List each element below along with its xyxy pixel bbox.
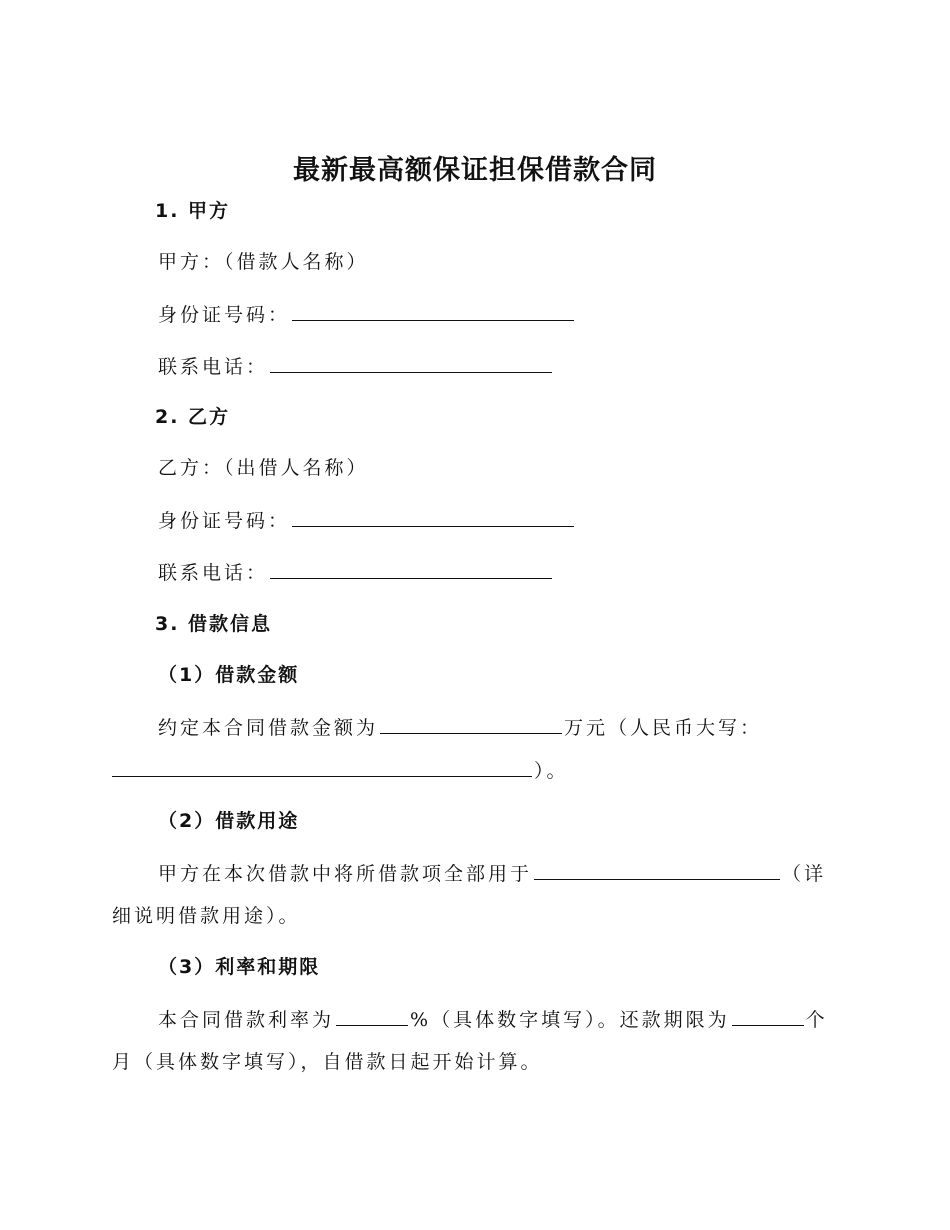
amount-blank[interactable] [380, 715, 562, 734]
rate-line-1 [158, 1007, 828, 1032]
purpose-blank[interactable] [534, 861, 780, 880]
purpose-text-before: 甲方在本次借款中将所借款项全部用于 [158, 863, 533, 885]
subheading-purpose: （2）借款用途 [158, 810, 300, 832]
party-a-id-blank[interactable] [292, 302, 574, 321]
amount-text-before: 约定本合同借款金额为 [158, 717, 379, 739]
purpose-text-after: （详 [782, 863, 827, 885]
amount-line-2 [112, 758, 569, 783]
party-b-phone-label: 联系电话： [158, 562, 269, 584]
amount-text-end: ）。 [534, 760, 569, 782]
purpose-line-1 [158, 861, 826, 886]
rate-line-2: 月（具体数字填写），自借款日起开始计算。 [112, 1051, 543, 1073]
subheading-rate-term: （3）利率和期限 [158, 956, 321, 978]
subheading-amount: （1）借款金额 [158, 664, 300, 686]
rate-text-mid: %（具体数字填写）。还款期限为 [410, 1009, 730, 1031]
section-heading-party-b: 2. 乙方 [155, 406, 231, 428]
party-a-phone-label: 联系电话： [158, 356, 269, 378]
party-a-phone-row [158, 354, 554, 379]
party-a-phone-blank[interactable] [270, 354, 552, 373]
party-b-id-row [158, 508, 576, 533]
party-b-phone-row [158, 560, 554, 585]
party-b-id-blank[interactable] [292, 508, 574, 527]
rate-text-after: 个 [805, 1009, 828, 1031]
document-title: 最新最高额保证担保借款合同 [293, 155, 657, 186]
party-b-name-line: 乙方：（出借人名称） [158, 457, 369, 479]
section-heading-party-a: 1. 甲方 [155, 200, 231, 222]
party-a-name-line: 甲方：（借款人名称） [158, 251, 369, 273]
rate-blank[interactable] [336, 1007, 408, 1026]
amount-capital-blank[interactable] [112, 758, 532, 777]
term-blank[interactable] [732, 1007, 804, 1026]
party-b-id-label: 身份证号码： [158, 510, 291, 532]
party-b-phone-blank[interactable] [270, 560, 552, 579]
section-heading-loan-info: 3. 借款信息 [155, 613, 273, 635]
party-a-id-row [158, 302, 576, 327]
party-a-id-label: 身份证号码： [158, 304, 291, 326]
amount-text-after: 万元（人民币大写： [564, 717, 763, 739]
purpose-line-2: 细说明借款用途）。 [112, 905, 301, 927]
amount-line-1 [158, 715, 762, 740]
rate-text-before: 本合同借款利率为 [158, 1009, 335, 1031]
